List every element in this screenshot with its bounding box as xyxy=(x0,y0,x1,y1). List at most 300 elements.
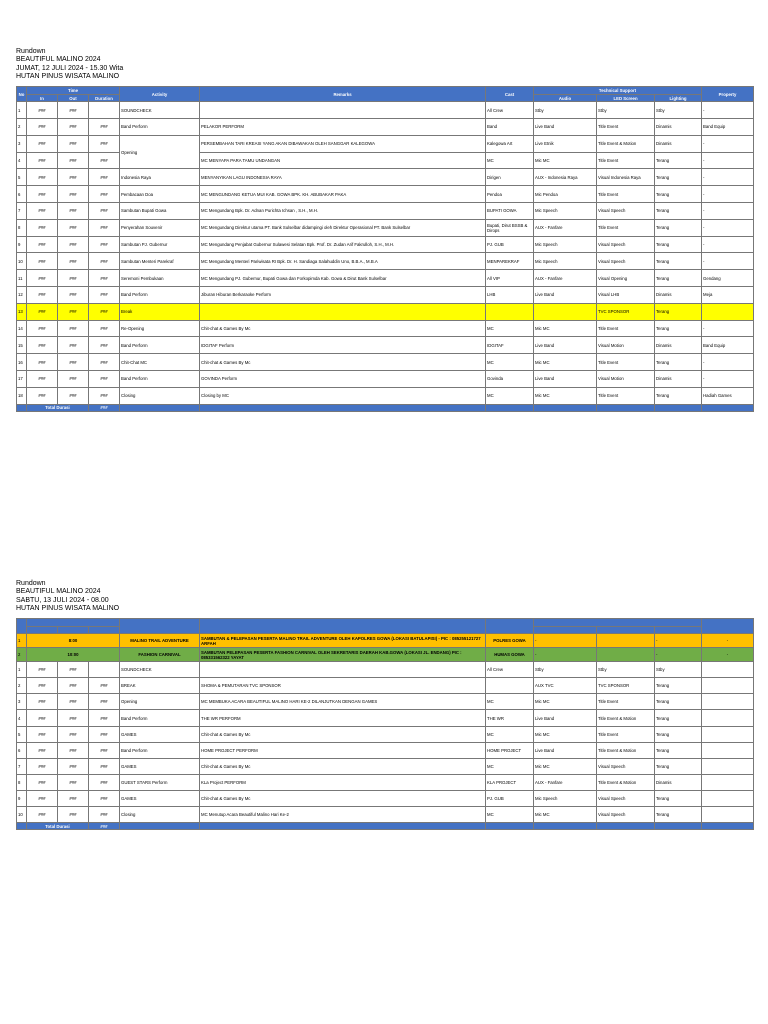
remarks: THE WR PERFORM xyxy=(200,710,486,726)
activity: Band Perform xyxy=(120,118,200,135)
row-number: 3 xyxy=(17,135,27,152)
led-screen: Title Event xyxy=(597,354,655,371)
led-screen: Title Event xyxy=(597,694,655,710)
remarks: Chit-chat & Games By Mc xyxy=(200,320,486,337)
row-number: 6 xyxy=(17,186,27,203)
led-screen: Title Event & Motion xyxy=(597,774,655,790)
duration: ### xyxy=(89,742,120,758)
time-in: ### xyxy=(27,320,58,337)
table-row xyxy=(17,320,754,337)
property xyxy=(702,790,754,806)
property: - xyxy=(702,253,754,270)
led-screen: Visual LHB xyxy=(597,286,655,303)
activity: Sambutan Menteri Parekraf xyxy=(120,253,200,270)
remarks: HOME PROJECT PERFORM xyxy=(200,742,486,758)
row-number: 10 xyxy=(17,253,27,270)
remarks: Chit-chat & Games By Mc xyxy=(200,354,486,371)
property xyxy=(702,710,754,726)
col-header-lighting xyxy=(655,627,702,634)
time-in: ### xyxy=(27,662,58,678)
row-number: 15 xyxy=(17,337,27,354)
remarks: KLa Project PERFORM xyxy=(200,774,486,790)
lighting: Terang xyxy=(655,219,702,236)
audio: Live Band xyxy=(534,337,597,354)
activity: SOUNDCHECK xyxy=(120,102,200,119)
led-screen: Title Event xyxy=(597,186,655,203)
cast: HUMAS GOWA xyxy=(486,648,534,662)
table-row xyxy=(17,758,754,774)
col-header-property: Property xyxy=(702,87,754,102)
time-in: ### xyxy=(27,337,58,354)
duration: ### xyxy=(89,169,120,186)
activity: Sambutan PJ. Gubernur xyxy=(120,236,200,253)
remarks: MC Menutup Acara Beautiful Malino Hari Ke-2 xyxy=(200,807,486,823)
duration xyxy=(89,662,120,678)
event-time: 8:00 xyxy=(27,634,120,648)
audio xyxy=(534,303,597,320)
led-screen: Title Event & Motion xyxy=(597,710,655,726)
row-number: 5 xyxy=(17,169,27,186)
cast xyxy=(486,678,534,694)
time-out: ### xyxy=(58,710,89,726)
duration: ### xyxy=(89,370,120,387)
remarks: PELAKOR PERFORM xyxy=(200,118,486,135)
activity: Band Perform xyxy=(120,710,200,726)
activity: Seremoni Pembukaan xyxy=(120,270,200,287)
col-header-technical-support xyxy=(534,619,702,627)
row-number: 4 xyxy=(17,152,27,169)
lighting: Stby xyxy=(655,662,702,678)
property: Band Equip xyxy=(702,118,754,135)
col-header-time xyxy=(27,619,120,627)
row-number: 1 xyxy=(17,634,27,648)
remarks: Closing by MC xyxy=(200,387,486,404)
table-cell xyxy=(702,404,754,411)
duration: ### xyxy=(89,807,120,823)
property: Gendang xyxy=(702,270,754,287)
property: Band Equip xyxy=(702,337,754,354)
row-number: 2 xyxy=(17,678,27,694)
time-in: ### xyxy=(27,118,58,135)
property: Meja xyxy=(702,286,754,303)
led-screen: Title Event & Motion xyxy=(597,742,655,758)
row-number: 1 xyxy=(17,102,27,119)
time-out: ### xyxy=(58,236,89,253)
remarks: MC MENYAPA PARA TAMU UNDANGAN xyxy=(200,152,486,169)
event-time: 10:00 xyxy=(27,648,120,662)
audio: Mic Speech xyxy=(534,236,597,253)
table-row xyxy=(17,253,754,270)
led-screen: Visual Motion xyxy=(597,337,655,354)
time-out: ### xyxy=(58,135,89,152)
lighting: Terang xyxy=(655,320,702,337)
table-cell xyxy=(200,823,486,830)
property xyxy=(702,807,754,823)
audio: Mic Pendoa xyxy=(534,186,597,203)
audio: AUX - Fanfare xyxy=(534,774,597,790)
row-number: 2 xyxy=(17,118,27,135)
audio: AUX - Fanfare xyxy=(534,219,597,236)
table-row xyxy=(17,270,754,287)
table-header-row xyxy=(17,619,754,627)
time-out: ### xyxy=(58,202,89,219)
led-screen: Title Event xyxy=(597,726,655,742)
led-screen: Title Event & Motion xyxy=(597,135,655,152)
col-header-led xyxy=(597,627,655,634)
property xyxy=(702,774,754,790)
cast: Dirigen xyxy=(486,169,534,186)
cast: THE WR xyxy=(486,710,534,726)
table-cell xyxy=(486,404,534,411)
time-in: ### xyxy=(27,678,58,694)
col-header-cast: Cast xyxy=(486,87,534,102)
lighting: Terang xyxy=(655,807,702,823)
row-number: 9 xyxy=(17,790,27,806)
total-row xyxy=(17,823,754,830)
table-row xyxy=(17,790,754,806)
cast: MENPAREKRAF xyxy=(486,253,534,270)
audio: Live Band xyxy=(534,370,597,387)
property xyxy=(702,694,754,710)
audio: Live Band xyxy=(534,118,597,135)
time-out: ### xyxy=(58,370,89,387)
table-row xyxy=(17,387,754,404)
audio: Stby xyxy=(534,662,597,678)
duration: ### xyxy=(89,118,120,135)
lighting: Terang xyxy=(655,186,702,203)
property xyxy=(702,662,754,678)
cast: Band xyxy=(486,118,534,135)
col-header-duration: Duration xyxy=(89,95,120,102)
property: - xyxy=(702,169,754,186)
remarks: MC Mengundang PJ. Gubernur, Bupati Gowa dan Forkopimda Kab. Gowa & Dirut Bank Sulselbar xyxy=(200,270,486,287)
highlighted-event-row xyxy=(17,648,754,662)
rundown-header xyxy=(16,48,752,81)
duration: ### xyxy=(89,678,120,694)
led-screen: Title Event xyxy=(597,320,655,337)
time-out: ### xyxy=(58,337,89,354)
col-header-out xyxy=(58,627,89,634)
property xyxy=(702,758,754,774)
lighting: Dinamis xyxy=(655,118,702,135)
col-header-activity xyxy=(120,619,200,634)
cast: POLRES GOWA xyxy=(486,634,534,648)
remarks xyxy=(200,662,486,678)
activity: Closing xyxy=(120,387,200,404)
lighting: Terang xyxy=(655,790,702,806)
row-number: 12 xyxy=(17,286,27,303)
remarks: MC Mengundang Direktur utama PT. Bank Sulselbar didampingi oleh Direktur Operasional PT. Bank Sulselbar xyxy=(200,219,486,236)
led-screen: Visual Motion xyxy=(597,370,655,387)
time-out: ### xyxy=(58,102,89,119)
led-screen: Visual Speech xyxy=(597,236,655,253)
cast: Bupati, Dirut BSSB & Dirops xyxy=(486,219,534,236)
row-number: 17 xyxy=(17,370,27,387)
led-screen: Visual Indonesia Raya xyxy=(597,169,655,186)
cast: HOME PROJECT xyxy=(486,742,534,758)
time-in: ### xyxy=(27,370,58,387)
time-out: ### xyxy=(58,790,89,806)
cast: MC xyxy=(486,807,534,823)
col-header-no: No xyxy=(17,87,27,102)
audio: AUX TVC xyxy=(534,678,597,694)
table-row xyxy=(17,337,754,354)
row-number: 13 xyxy=(17,303,27,320)
remarks: Chit-chat & Games By Mc xyxy=(200,726,486,742)
duration: ### xyxy=(89,303,120,320)
row-number: 10 xyxy=(17,807,27,823)
table-row xyxy=(17,354,754,371)
row-number: 9 xyxy=(17,236,27,253)
col-header-audio xyxy=(534,627,597,634)
property: - xyxy=(702,135,754,152)
property: - xyxy=(702,320,754,337)
time-out: ### xyxy=(58,807,89,823)
table-row xyxy=(17,370,754,387)
remarks xyxy=(200,303,486,320)
table-cell xyxy=(597,823,655,830)
time-in: ### xyxy=(27,135,58,152)
remarks: MC Mengundang Penjabat Gubernur Sulawesi Selatan Bpk. Prof. Dr. Zudan Arif Fakrulloh, S.H., M.H. xyxy=(200,236,486,253)
rundown-table xyxy=(16,618,754,830)
led-screen xyxy=(597,648,655,662)
cast xyxy=(486,303,534,320)
activity: BREAK xyxy=(120,678,200,694)
activity: Sambutan Bupati Gowa xyxy=(120,202,200,219)
property: - xyxy=(702,236,754,253)
time-out: ### xyxy=(58,694,89,710)
remarks: MC Mengundang Menteri Pariwisata RI Bpk. Dr. H. Sandiaga Salahuddin Uno, B.B.A., M.B.A xyxy=(200,253,486,270)
lighting: Terang xyxy=(655,387,702,404)
table-row xyxy=(17,774,754,790)
duration: ### xyxy=(89,320,120,337)
remarks: Chit-chat & Games By Mc xyxy=(200,758,486,774)
property: - xyxy=(702,354,754,371)
time-in: ### xyxy=(27,202,58,219)
cast: Kalegowa Art xyxy=(486,135,534,152)
row-number: 2 xyxy=(17,648,27,662)
time-out: ### xyxy=(58,253,89,270)
duration: ### xyxy=(89,337,120,354)
activity: GUEST STARS Perform xyxy=(120,774,200,790)
duration: ### xyxy=(89,694,120,710)
lighting: Terang xyxy=(655,742,702,758)
duration: ### xyxy=(89,152,120,169)
lighting: Terang xyxy=(655,303,702,320)
time-in: ### xyxy=(27,186,58,203)
time-in: ### xyxy=(27,790,58,806)
led-screen: TVC SPONSOR xyxy=(597,303,655,320)
property: - xyxy=(702,219,754,236)
activity: Pembacaan Doa xyxy=(120,186,200,203)
remarks: PERSEMBAHAN TARI KREASI YANG AKAN DIBAWAKAN OLEH SANGGAR KALEGOWA xyxy=(200,135,486,152)
time-out: ### xyxy=(58,758,89,774)
cast: MC xyxy=(486,387,534,404)
row-number: 14 xyxy=(17,320,27,337)
activity: FASHION CARNIVAL xyxy=(120,648,200,662)
duration: ### xyxy=(89,286,120,303)
lighting: Terang xyxy=(655,270,702,287)
table-cell xyxy=(597,404,655,411)
remarks: Chit-chat & Games By Mc xyxy=(200,790,486,806)
cast: MC xyxy=(486,726,534,742)
led-screen: Visual Speech xyxy=(597,758,655,774)
time-out: ### xyxy=(58,387,89,404)
duration: ### xyxy=(89,270,120,287)
audio: - xyxy=(534,634,597,648)
time-in: ### xyxy=(27,694,58,710)
activity: Band Perform xyxy=(120,742,200,758)
activity: Closing xyxy=(120,807,200,823)
lighting: Terang xyxy=(655,726,702,742)
lighting: Terang xyxy=(655,202,702,219)
table-row xyxy=(17,102,754,119)
cast: LHB xyxy=(486,286,534,303)
total-value: ### xyxy=(89,404,120,411)
property: - xyxy=(702,102,754,119)
row-number: 16 xyxy=(17,354,27,371)
duration xyxy=(89,102,120,119)
lighting: - xyxy=(655,634,702,648)
total-label: Total Durasi xyxy=(27,823,89,830)
audio: Live Band xyxy=(534,710,597,726)
activity: GAMES xyxy=(120,790,200,806)
cast: IDGITAF xyxy=(486,337,534,354)
event-venue: HUTAN PINUS WISATA MALINO xyxy=(16,72,120,80)
col-header-in xyxy=(27,627,58,634)
lighting: Dinamis xyxy=(655,370,702,387)
time-out: ### xyxy=(58,118,89,135)
table-cell xyxy=(200,404,486,411)
lighting: Dinamis xyxy=(655,286,702,303)
lighting: Terang xyxy=(655,236,702,253)
table-row xyxy=(17,219,754,236)
time-in: ### xyxy=(27,236,58,253)
property: - xyxy=(702,648,754,662)
table-row xyxy=(17,303,754,320)
col-header-remarks xyxy=(200,619,486,634)
time-in: ### xyxy=(27,152,58,169)
duration: ### xyxy=(89,219,120,236)
duration: ### xyxy=(89,758,120,774)
activity: Band Perform xyxy=(120,370,200,387)
row-number: 8 xyxy=(17,774,27,790)
row-number: 18 xyxy=(17,387,27,404)
time-in: ### xyxy=(27,219,58,236)
led-screen: Visual Speech xyxy=(597,790,655,806)
audio: Live Band xyxy=(534,742,597,758)
lighting: - xyxy=(655,648,702,662)
table-row xyxy=(17,678,754,694)
activity: GAMES xyxy=(120,758,200,774)
activity: Indonesia Raya xyxy=(120,169,200,186)
doc-label: Rundown xyxy=(16,580,46,587)
total-value: ### xyxy=(89,823,120,830)
audio: Mic MC xyxy=(534,320,597,337)
remarks: MC MEMBUKA ACARA BEAUTIFUL MALINO HARI KE-2 DILANJUTKAN DENGAN GAMES xyxy=(200,694,486,710)
table-row xyxy=(17,186,754,203)
activity: Re-Opening xyxy=(120,320,200,337)
col-header-no xyxy=(17,619,27,634)
event-date: JUMAT, 12 JULI 2024 - 15.30 Wita xyxy=(16,64,124,72)
time-out: ### xyxy=(58,726,89,742)
cast: All VIP xyxy=(486,270,534,287)
activity: GAMES xyxy=(120,726,200,742)
activity: MALINO TRAIL ADVENTURE xyxy=(120,634,200,648)
row-number: 7 xyxy=(17,758,27,774)
table-row xyxy=(17,742,754,758)
led-screen: Stby xyxy=(597,662,655,678)
row-number: 3 xyxy=(17,694,27,710)
time-out: ### xyxy=(58,219,89,236)
table-row xyxy=(17,710,754,726)
led-screen: Title Event xyxy=(597,387,655,404)
table-cell xyxy=(655,404,702,411)
time-out: ### xyxy=(58,186,89,203)
table-cell xyxy=(120,823,200,830)
time-in: ### xyxy=(27,387,58,404)
table-cell xyxy=(534,404,597,411)
led-screen xyxy=(597,634,655,648)
lighting: Terang xyxy=(655,253,702,270)
time-out: ### xyxy=(58,286,89,303)
property: - xyxy=(702,202,754,219)
cast: MC xyxy=(486,320,534,337)
remarks xyxy=(200,102,486,119)
property xyxy=(702,678,754,694)
led-screen: TVC SPONSOR xyxy=(597,678,655,694)
time-in: ### xyxy=(27,286,58,303)
table-row xyxy=(17,286,754,303)
table-cell xyxy=(534,823,597,830)
time-in: ### xyxy=(27,102,58,119)
time-out: ### xyxy=(58,152,89,169)
time-in: ### xyxy=(27,354,58,371)
audio: Live Band xyxy=(534,286,597,303)
cast: BUPATI GOWA xyxy=(486,202,534,219)
row-number: 5 xyxy=(17,726,27,742)
led-screen: Stby xyxy=(597,102,655,119)
duration: ### xyxy=(89,186,120,203)
rundown-day1 xyxy=(16,48,752,412)
lighting: Terang xyxy=(655,169,702,186)
table-row xyxy=(17,694,754,710)
cast: MC xyxy=(486,354,534,371)
property xyxy=(702,726,754,742)
cast: MC xyxy=(486,152,534,169)
event-title: BEAUTIFUL MALINO 2024 xyxy=(16,588,101,596)
table-cell xyxy=(702,823,754,830)
table-cell xyxy=(17,404,27,411)
audio: Mic Speech xyxy=(534,253,597,270)
highlighted-event-row xyxy=(17,634,754,648)
time-in: ### xyxy=(27,270,58,287)
activity: Opening xyxy=(120,694,200,710)
audio: Mic Speech xyxy=(534,202,597,219)
lighting: Terang xyxy=(655,710,702,726)
audio: Mic MC xyxy=(534,807,597,823)
property xyxy=(702,742,754,758)
table-row xyxy=(17,169,754,186)
row-number: 11 xyxy=(17,270,27,287)
table-row xyxy=(17,236,754,253)
activity: Band Perform xyxy=(120,286,200,303)
duration: ### xyxy=(89,253,120,270)
time-out: ### xyxy=(58,303,89,320)
audio: Mic MC xyxy=(534,758,597,774)
col-header-cast xyxy=(486,619,534,634)
property: - xyxy=(702,370,754,387)
